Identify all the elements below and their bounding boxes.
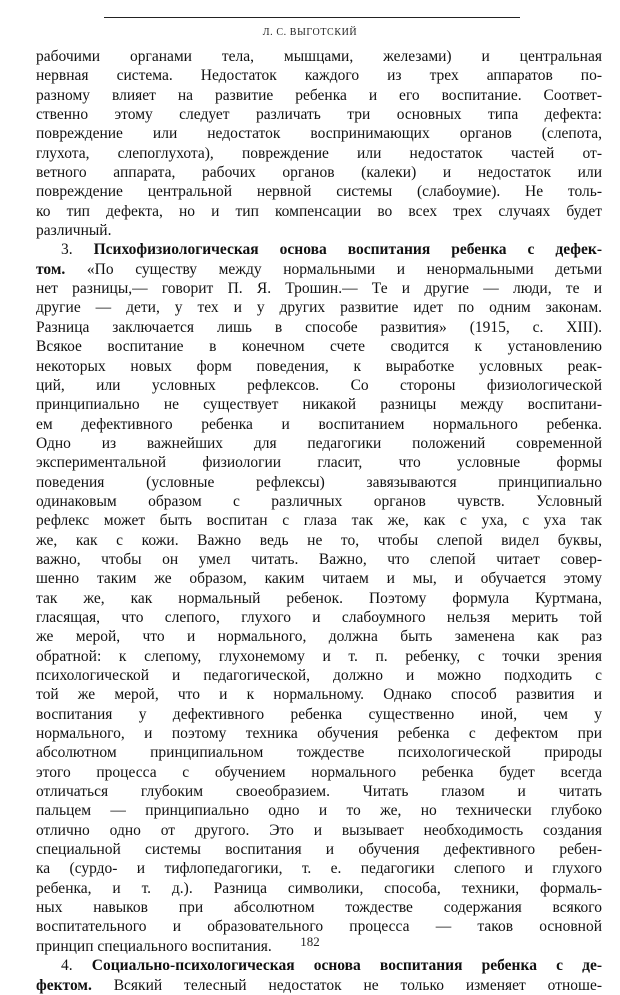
text-line xyxy=(36,647,602,666)
text-line xyxy=(36,589,602,608)
line-text: принцип специального воспитания. xyxy=(36,937,272,955)
line-text: повреждение центральной нервной системы (слабоумие). Не толь- xyxy=(36,183,602,201)
line-text: гласящая, что слепого, глухого и слабоумного нельзя мерить той xyxy=(36,608,602,626)
line-text: ций, или условных рефлексов. Со стороны физиологической xyxy=(36,376,602,394)
text-line xyxy=(36,743,602,762)
text-line xyxy=(36,163,602,182)
text-line xyxy=(36,898,602,917)
line-text: же мерой, что и нормального, должна быть заменена как раз xyxy=(36,628,602,646)
line-text: ственно этому следует различать три основных типа дефекта: xyxy=(36,106,602,124)
section-heading: фектом. xyxy=(36,976,92,994)
text-line xyxy=(36,473,602,492)
line-text: ка (сурдо- и тифлопедагогики, т. е. педагогики слепого и глухого xyxy=(36,860,602,878)
text-line xyxy=(36,453,602,472)
text-line xyxy=(36,221,602,240)
line-text: специальной системы воспитания и обучения дефективного ребен- xyxy=(36,841,602,859)
line-text: одинаковым образом с различных органов чувств. Условный xyxy=(36,492,602,510)
line-text: некоторых новых форм поведения, к выработке условных реак- xyxy=(36,357,602,375)
running-head: Л. С. ВЫГОТСКИЙ xyxy=(262,27,358,38)
page-number: 182 xyxy=(300,934,320,949)
text-line xyxy=(36,859,602,878)
text-line xyxy=(36,821,602,840)
line-text: отлично одно от другого. Это и вызывает необходимость создания xyxy=(36,821,602,839)
text-line xyxy=(36,608,602,627)
text-line xyxy=(36,782,602,801)
line-text: же, как с кожи. Важно ведь не то, чтобы слепой видел буквы, xyxy=(36,531,602,549)
line-text: рабочими органами тела, мышцами, железами) и центральная xyxy=(36,48,602,65)
line-text: Всякое воспитание в конечном счете сводится к установлению xyxy=(36,338,602,356)
text-line xyxy=(36,705,602,724)
text-line xyxy=(36,395,602,414)
text-line xyxy=(36,376,602,395)
text-line xyxy=(36,182,602,201)
text-line xyxy=(36,240,602,259)
line-text: ем дефективного ребенка и воспитанием нормального ребенка. xyxy=(36,415,602,433)
text-line xyxy=(36,666,602,685)
line-text: рефлекс может быть воспитан с глаза так же, как с уха, с уха так xyxy=(36,512,602,530)
line-text: психологической и педагогической, должно и можно подходить с xyxy=(36,667,602,684)
line-text: принципиально не существует никакой разницы между воспитани- xyxy=(36,396,602,414)
line-text: различный. xyxy=(36,222,112,240)
text-line xyxy=(36,124,602,143)
text-line xyxy=(36,357,602,376)
line-text: ребенка, и т. д.). Разница символики, способа, техники, формаль- xyxy=(36,879,602,897)
line-text: глухота, слепоглухота), повреждение или недостаток частей от- xyxy=(36,144,602,162)
text-line xyxy=(36,260,602,279)
line-text: Всякий телесный недостаток не только изменяет отноше- xyxy=(91,976,602,994)
section-number: 4. xyxy=(61,957,92,975)
text-line xyxy=(36,492,602,511)
line-text: Одно из важнейших для педагогики положений современной xyxy=(36,434,602,452)
line-text: воспитания у дефективного ребенка существенно иной, чем у xyxy=(36,705,602,723)
line-text: ных навыков при абсолютном тождестве содержания всякого xyxy=(36,899,602,917)
text-line xyxy=(36,569,602,588)
text-line xyxy=(36,763,602,782)
line-text: «По существу между нормальными и ненормальными детьми xyxy=(65,260,602,278)
text-line xyxy=(36,105,602,124)
text-line xyxy=(36,337,602,356)
text-line xyxy=(36,840,602,859)
text-line xyxy=(36,511,602,530)
text-line xyxy=(36,956,602,975)
line-text: разному влияет на развитие ребенка и его воспитание. Соответ- xyxy=(36,86,602,104)
text-line xyxy=(36,298,602,317)
line-text: той же мерой, что и к нормальному. Однако способ развития и xyxy=(36,686,602,704)
section-heading: Социально-психологическая основа воспитания ребенка с де- xyxy=(91,957,602,975)
section-heading: том. xyxy=(36,260,66,278)
line-text: ветного аппарата, рабочих органов (калеки) и недостаток или xyxy=(36,164,602,182)
line-text: нет разницы,— говорит П. Я. Трошин.— Те и другие — люди, те и xyxy=(36,280,602,298)
text-line xyxy=(36,47,602,66)
text-line xyxy=(36,415,602,434)
section-number: 3. xyxy=(61,241,94,259)
line-text: воспитательного и образовательного процесса — таков основной xyxy=(36,918,602,936)
line-text: экспериментальной физиологии гласит, что условные формы xyxy=(36,454,602,472)
text-line xyxy=(36,685,602,704)
text-line xyxy=(36,976,602,995)
line-text: этого процесса с обучением нормального ребенка будет всегда xyxy=(36,763,602,781)
text-line xyxy=(36,86,602,105)
text-line xyxy=(36,879,602,898)
line-text: нервная система. Недостаток каждого из трех аппаратов по- xyxy=(36,67,602,85)
line-text: ко тип дефекта, но и тип компенсации во всех трех случаях будет xyxy=(36,202,602,220)
text-line xyxy=(36,202,602,221)
text-line xyxy=(36,531,602,550)
section-heading: Психофизиологическая основа воспитания ребенка с дефек- xyxy=(93,241,602,259)
line-text: повреждение или недостаток воспринимающих органов (слепота, xyxy=(36,125,602,143)
text-line xyxy=(36,66,602,85)
line-text: важно, чтобы он умел читать. Важно, что слепой читает совер- xyxy=(36,550,602,568)
line-text: другие — дети, у тех и у других развитие идет по одним законам. xyxy=(36,299,602,317)
header-rule xyxy=(104,17,520,18)
line-text: так же, как нормальный ребенок. Поэтому формула Куртмана, xyxy=(36,589,602,607)
text-line xyxy=(36,627,602,646)
text-line xyxy=(36,279,602,298)
line-text: обратной: к слепому, глухонемому и т. п. ребенку, с точки зрения xyxy=(36,647,602,665)
line-text: шенно таким же образом, каким читаем и мы, и обучается этому xyxy=(36,570,602,588)
text-line xyxy=(36,724,602,743)
text-line xyxy=(36,434,602,453)
line-text: Разница заключается лишь в способе развития» (1915, с. XIII). xyxy=(36,318,602,336)
text-line xyxy=(36,801,602,820)
text-line xyxy=(36,318,602,337)
line-text: абсолютном принципиальном тождестве психологической природы xyxy=(36,744,602,762)
line-text: нормального, и поэтому техника обучения ребенка с дефектом при xyxy=(36,725,602,743)
line-text: пальцем — принципиально одно и то же, но технически глубоко xyxy=(36,802,602,820)
body-text xyxy=(36,47,602,995)
line-text: отличаться глубоким своеобразием. Читать глазом и читать xyxy=(36,783,602,801)
line-text: поведения (условные рефлексы) завязываются принципиально xyxy=(36,473,602,491)
text-line xyxy=(36,144,602,163)
text-line xyxy=(36,550,602,569)
